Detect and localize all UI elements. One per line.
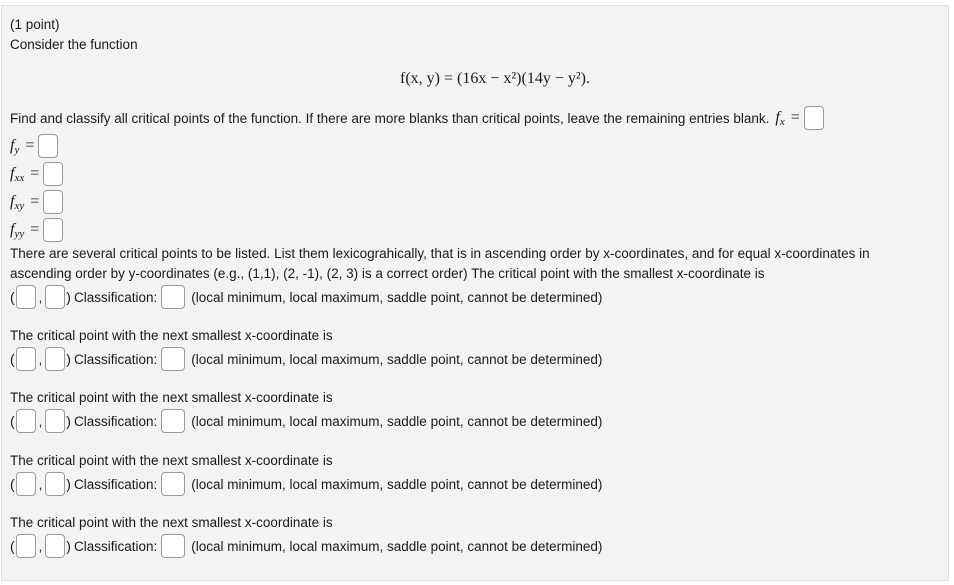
- fxx-equals: =: [30, 165, 40, 182]
- cp1-y-input[interactable]: [45, 285, 65, 309]
- comma: ,: [38, 413, 43, 429]
- comma: ,: [38, 351, 43, 367]
- classification-label: Classification:: [73, 289, 158, 305]
- critical-point-5-row: [10, 533, 602, 559]
- problem-panel: [1, 5, 949, 581]
- cp3-x-input[interactable]: [16, 409, 36, 433]
- classification-options: (local minimum, local maximum, saddle point, cannot be determined): [191, 413, 603, 429]
- cp3-y-input[interactable]: [45, 409, 65, 433]
- next-prompt-5: The critical point with the next smallest x-coordinate is: [10, 515, 333, 530]
- critical-point-2-row: [10, 346, 602, 372]
- instructions-text: Find and classify all critical points of the function. If there are more blanks than critical points, leave the remaining entries blank.: [10, 110, 770, 126]
- cp2-classification-input[interactable]: [161, 347, 185, 371]
- fy-row: [10, 133, 58, 159]
- classification-options: (local minimum, local maximum, saddle point, cannot be determined): [191, 351, 603, 367]
- classification-label: Classification:: [73, 538, 158, 554]
- open-paren: (: [10, 538, 15, 554]
- comma: ,: [38, 538, 43, 554]
- open-paren: (: [10, 476, 15, 492]
- cp4-classification-input[interactable]: [161, 472, 185, 496]
- cp4-x-input[interactable]: [16, 472, 36, 496]
- critical-point-1-row: [10, 284, 602, 310]
- close-paren: ): [66, 476, 71, 492]
- fxy-equals: =: [30, 193, 40, 210]
- fxy-input[interactable]: [43, 190, 63, 214]
- fx-row: [10, 105, 824, 131]
- cp2-x-input[interactable]: [16, 347, 36, 371]
- fyy-label: $f_{yy}$: [10, 220, 25, 240]
- list-instructions-line-2: ascending order by y-coordinates (e.g., (1,1), (2, -1), (2, 3) is a correct order) The critical point with the smallest x-coordinate is: [10, 266, 765, 281]
- classification-label: Classification:: [73, 413, 158, 429]
- next-prompt-4: The critical point with the next smallest x-coordinate is: [10, 453, 333, 468]
- fyy-input[interactable]: [43, 218, 63, 242]
- comma: ,: [38, 289, 43, 305]
- list-instructions-line-1: There are several critical points to be listed. List them lexicograhically, that is in ascending order by x-coordinates, and for equal x-coordinates in: [10, 246, 870, 261]
- cp2-y-input[interactable]: [45, 347, 65, 371]
- next-prompt-3: The critical point with the next smallest x-coordinate is: [10, 390, 333, 405]
- critical-point-3-row: [10, 408, 602, 434]
- classification-options: (local minimum, local maximum, saddle point, cannot be determined): [191, 289, 603, 305]
- fxx-label: $f_{xx}$: [10, 164, 25, 184]
- fx-equals: =: [790, 109, 800, 126]
- fxx-input[interactable]: [43, 162, 63, 186]
- fy-label: $f_y$: [10, 136, 20, 156]
- fx-input[interactable]: [804, 106, 824, 130]
- cp4-y-input[interactable]: [45, 472, 65, 496]
- fx-label: $f_x$: [775, 108, 785, 128]
- open-paren: (: [10, 289, 15, 305]
- cp5-y-input[interactable]: [45, 534, 65, 558]
- classification-options: (local minimum, local maximum, saddle point, cannot be determined): [191, 538, 603, 554]
- function-formula: f(x, y) = (16x − x²)(14y − y²).: [400, 70, 590, 87]
- fy-input[interactable]: [38, 134, 58, 158]
- cp1-x-input[interactable]: [16, 285, 36, 309]
- cp3-classification-input[interactable]: [161, 409, 185, 433]
- critical-point-4-row: [10, 471, 602, 497]
- open-paren: (: [10, 351, 15, 367]
- cp5-x-input[interactable]: [16, 534, 36, 558]
- classification-label: Classification:: [73, 476, 158, 492]
- fxy-label: $f_{xy}$: [10, 192, 25, 212]
- fy-equals: =: [25, 137, 35, 154]
- close-paren: ): [66, 413, 71, 429]
- close-paren: ): [66, 351, 71, 367]
- classification-options: (local minimum, local maximum, saddle point, cannot be determined): [191, 476, 603, 492]
- fxx-row: [10, 161, 63, 187]
- cp1-classification-input[interactable]: [161, 285, 185, 309]
- next-prompt-2: The critical point with the next smallest x-coordinate is: [10, 328, 333, 343]
- close-paren: ): [66, 538, 71, 554]
- close-paren: ): [66, 289, 71, 305]
- points-label: (1 point): [10, 17, 60, 32]
- cp5-classification-input[interactable]: [161, 534, 185, 558]
- comma: ,: [38, 476, 43, 492]
- classification-label: Classification:: [73, 351, 158, 367]
- fyy-equals: =: [30, 221, 40, 238]
- fxy-row: [10, 189, 63, 215]
- fyy-row: [10, 217, 63, 243]
- open-paren: (: [10, 413, 15, 429]
- intro-text: Consider the function: [10, 37, 138, 52]
